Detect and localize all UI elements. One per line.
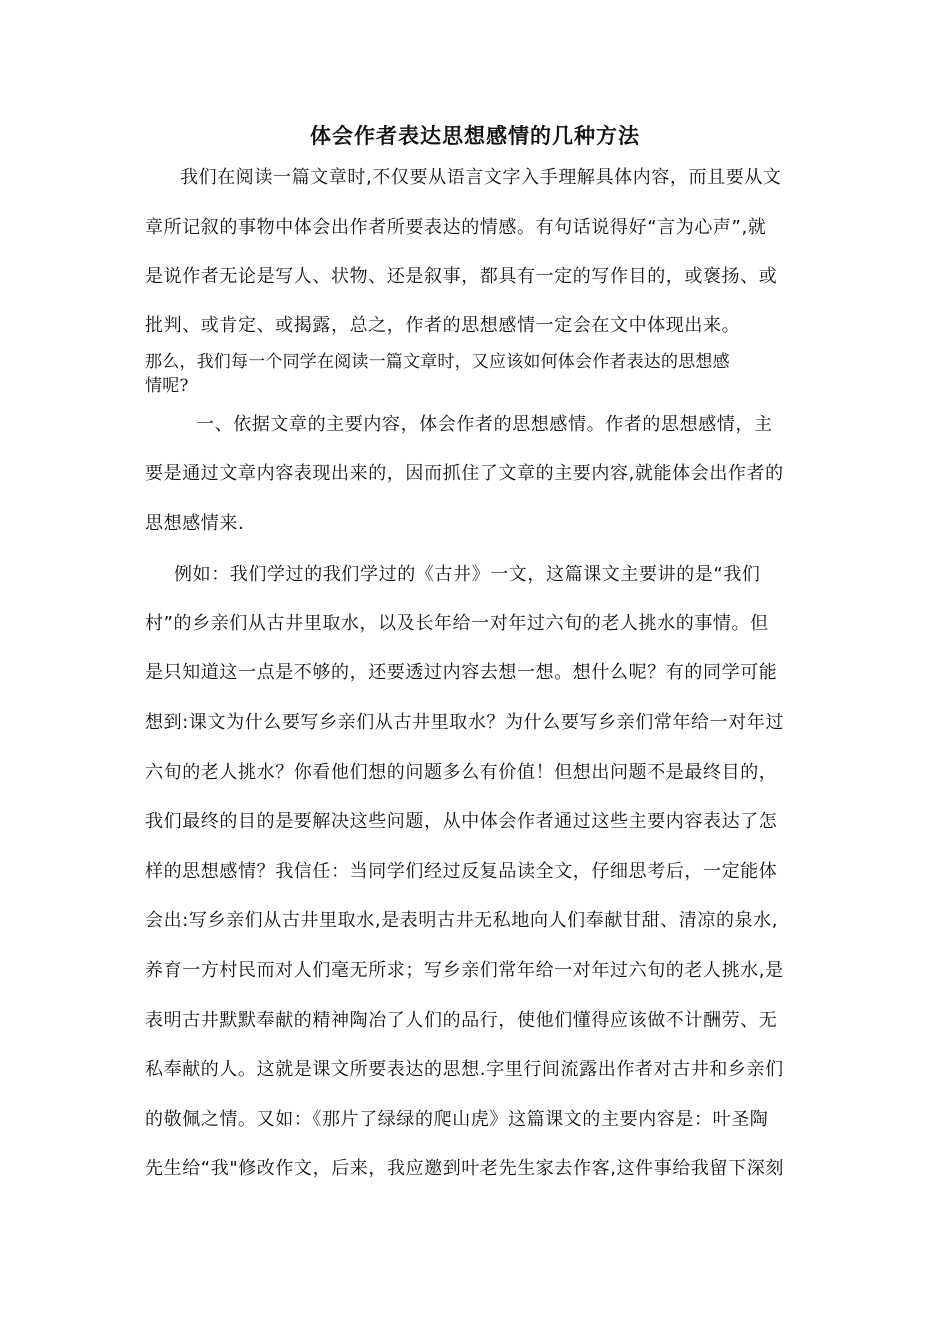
- text-line: 是说作者无论是写人、状物、还是叙事，都具有一定的写作目的，或褒扬、或: [145, 266, 778, 287]
- text-line: 批判、或肯定、或揭露，总之，作者的思想感情一定会在文中体现出来。: [145, 315, 741, 336]
- text-line: 的敬佩之情。又如：《那片了绿绿的爬山虎》这篇课文的主要内容是：叶圣陶: [145, 1109, 769, 1130]
- text-line: 思想感情来.: [145, 513, 245, 534]
- text-line: 表明古井默默奉献的精神陶冶了人们的品行，使他们懂得应该做不计酬劳、无: [145, 1010, 778, 1031]
- text-line: 那么，我们每一个同学在阅读一篇文章时，又应该如何体会作者表达的思想感: [145, 352, 730, 372]
- text-line: 我们在阅读一篇文章时,不仅要从语言文字入手理解具体内容，而且要从文: [180, 167, 782, 188]
- page-title: 体会作者表达思想感情的几种方法: [310, 123, 640, 148]
- text-line: 村”的乡亲们从古井里取水，以及长年给一对年过六旬的老人挑水的事情。但: [145, 613, 769, 634]
- text-line: 样的思想感情？我信任：当同学们经过反复品读全文，仔细思考后，一定能体: [145, 861, 778, 882]
- text-line: 会出:写乡亲们从古井里取水,是表明古井无私地向人们奉献甘甜、清凉的泉水,: [145, 910, 779, 931]
- text-line: 私奉献的人。这就是课文所要表达的思想.字里行间流露出作者对古井和乡亲们: [145, 1059, 784, 1080]
- text-line: 章所记叙的事物中体会出作者所要表达的情感。有句话说得好“言为心声”,就: [145, 217, 767, 238]
- text-line: 先生给“我"修改作文，后来，我应邀到叶老先生家去作客,这件事给我留下深刻: [145, 1158, 784, 1179]
- text-line: 要是通过文章内容表现出来的，因而抓住了文章的主要内容,就能体会出作者的: [145, 463, 784, 484]
- text-line: 养育一方村民而对人们毫无所求；写乡亲们常年给一对年过六旬的老人挑水,是: [145, 960, 784, 981]
- text-line: 想到:课文为什么要写乡亲们从古井里取水？为什么要写乡亲们常年给一对年过: [145, 712, 785, 733]
- text-line: 是只知道这一点是不够的，还要透过内容去想一想。想什么呢？有的同学可能: [145, 662, 778, 683]
- text-line: 例如：我们学过的我们学过的《古井》一文，这篇课文主要讲的是“我们: [174, 564, 761, 585]
- text-line: 一、依据文章的主要内容，体会作者的思想感情。作者的思想感情，主: [196, 414, 773, 435]
- text-line: 六旬的老人挑水？你看他们想的问题多么有价值！但想出问题不是最终目的，: [145, 762, 778, 783]
- text-line: 情呢?: [145, 376, 189, 396]
- text-line: 我们最终的目的是要解决这些问题，从中体会作者通过这些主要内容表达了怎: [145, 811, 778, 832]
